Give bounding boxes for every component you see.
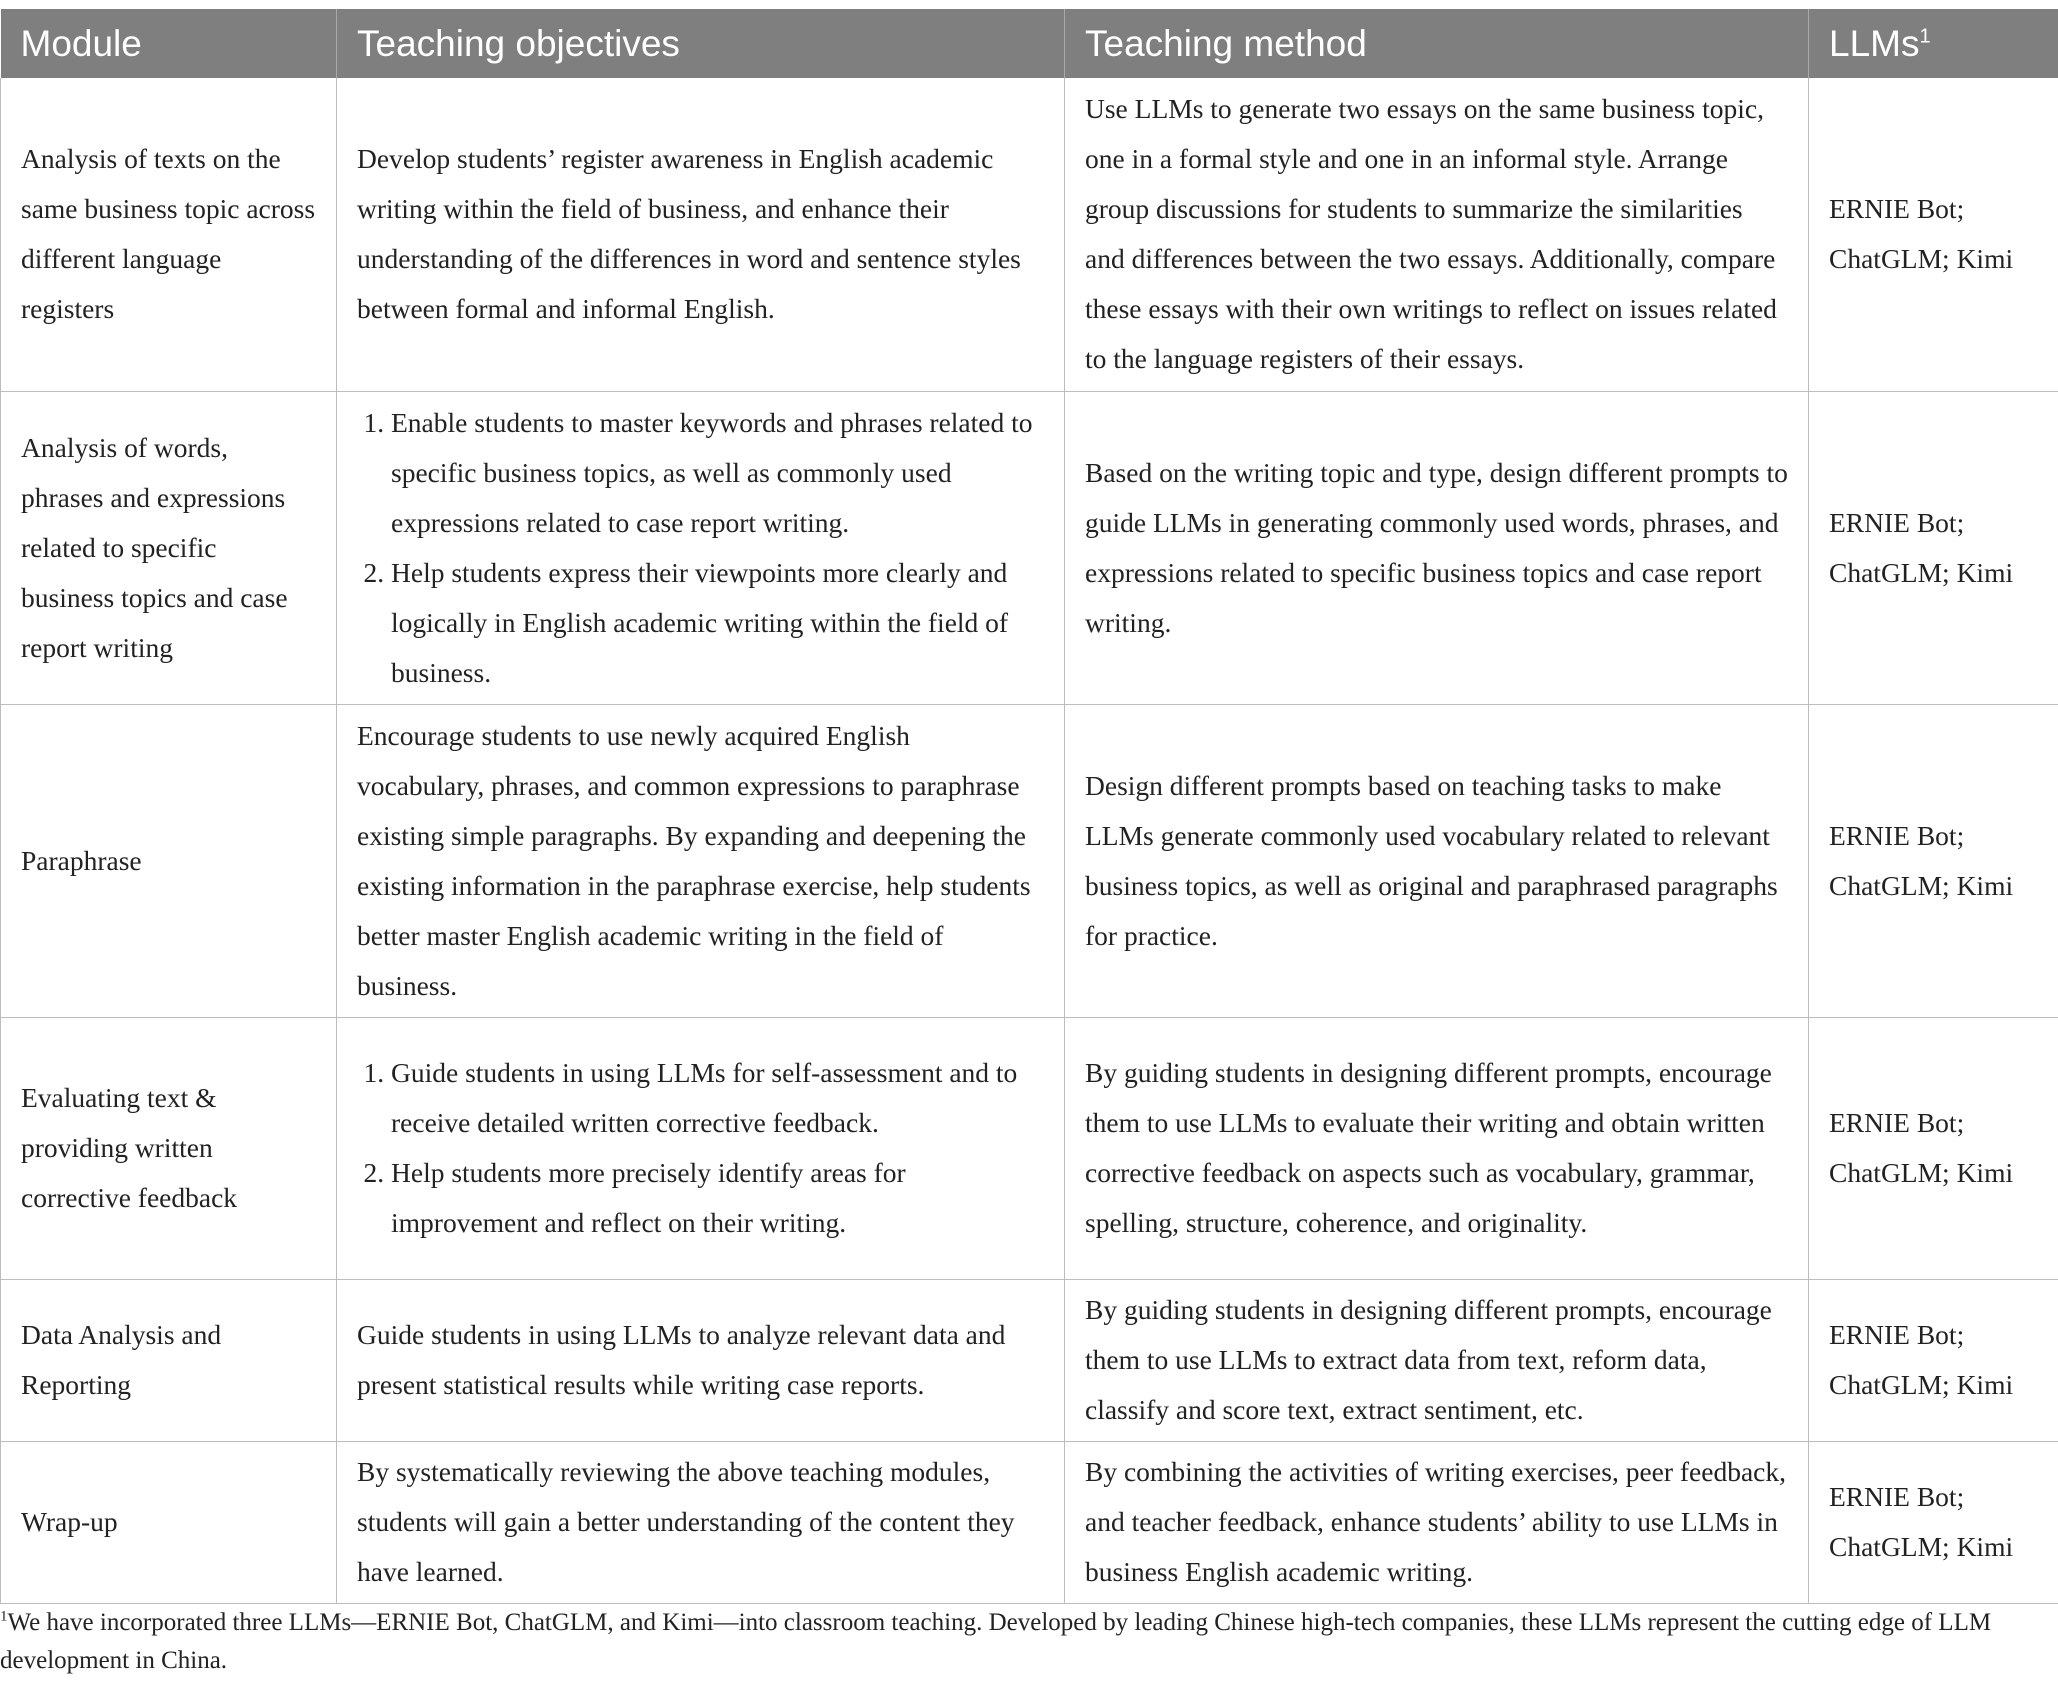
footnote-text: We have incorporated three LLMs—ERNIE Bot, ChatGLM, and Kimi—into classroom teaching. Developed by leading Chinese high-tech companies, these LLMs represent the cutting edge of LLM development in China. bbox=[0, 1609, 1992, 1674]
header-module: Module bbox=[1, 9, 337, 78]
header-llms bbox=[1809, 9, 2058, 78]
cell-method: Based on the writing topic and type, design different prompts to guide LLMs in generating commonly used words, phrases, and expressions related to specific business topics and case report writing. bbox=[1065, 391, 1809, 704]
footnote-marker: 1 bbox=[0, 1608, 8, 1625]
cell-method: Design different prompts based on teaching tasks to make LLMs generate commonly used vocabulary related to relevant business topics, as well as original and paraphrased paragraphs for practice. bbox=[1065, 704, 1809, 1017]
cell-method: By combining the activities of writing exercises, peer feedback, and teacher feedback, enhance students’ ability to use LLMs in business English academic writing. bbox=[1065, 1441, 1809, 1603]
cell-method: By guiding students in designing different prompts, encourage them to use LLMs to extract data from text, reform data, classify and score text, extract sentiment, etc. bbox=[1065, 1279, 1809, 1441]
cell-objectives: By systematically reviewing the above teaching modules, students will gain a better understanding of the content they have learned. bbox=[337, 1441, 1065, 1603]
header-objectives: Teaching objectives bbox=[337, 9, 1065, 78]
table-row bbox=[1, 1017, 2058, 1279]
cell-objectives: Guide students in using LLMs to analyze relevant data and present statistical results while writing case reports. bbox=[337, 1279, 1065, 1441]
objectives-list bbox=[357, 398, 1044, 698]
cell-llms: ERNIE Bot; ChatGLM; Kimi bbox=[1809, 1441, 2058, 1603]
table-row bbox=[1, 704, 2058, 1017]
objective-item: 2. Help students express their viewpoints more clearly and logically in English academic writing within the field of business. bbox=[391, 548, 1044, 698]
header-row bbox=[1, 9, 2058, 78]
cell-llms: ERNIE Bot; ChatGLM; Kimi bbox=[1809, 1279, 2058, 1441]
header-method: Teaching method bbox=[1065, 9, 1809, 78]
table-row bbox=[1, 391, 2058, 704]
cell-module: Evaluating text & providing written corrective feedback bbox=[1, 1017, 337, 1279]
table-footnote bbox=[0, 1604, 2050, 1680]
objectives-list bbox=[357, 1048, 1044, 1248]
cell-objectives bbox=[337, 1017, 1065, 1279]
cell-llms: ERNIE Bot; ChatGLM; Kimi bbox=[1809, 78, 2058, 391]
cell-module: Analysis of words, phrases and expressions related to specific business topics and case report writing bbox=[1, 391, 337, 704]
cell-objectives bbox=[337, 391, 1065, 704]
cell-method: By guiding students in designing different prompts, encourage them to use LLMs to evaluate their writing and obtain written corrective feedback on aspects such as vocabulary, grammar, spelling, structure, coherence, and originality. bbox=[1065, 1017, 1809, 1279]
cell-llms: ERNIE Bot; ChatGLM; Kimi bbox=[1809, 1017, 2058, 1279]
table-row bbox=[1, 1441, 2058, 1603]
cell-llms: ERNIE Bot; ChatGLM; Kimi bbox=[1809, 391, 2058, 704]
header-llms-label: LLMs bbox=[1829, 22, 1920, 64]
cell-llms: ERNIE Bot; ChatGLM; Kimi bbox=[1809, 704, 2058, 1017]
table-row bbox=[1, 78, 2058, 391]
objective-item: 1. Guide students in using LLMs for self-assessment and to receive detailed written corrective feedback. bbox=[391, 1048, 1044, 1148]
modules-table bbox=[0, 9, 2058, 1604]
cell-objectives: Encourage students to use newly acquired English vocabulary, phrases, and common expressions to paraphrase existing simple paragraphs. By expanding and deepening the existing information in the paraphrase exercise, help students better master English academic writing in the field of business. bbox=[337, 704, 1065, 1017]
cell-module: Paraphrase bbox=[1, 704, 337, 1017]
cell-module: Analysis of texts on the same business topic across different language registers bbox=[1, 78, 337, 391]
cell-method: Use LLMs to generate two essays on the same business topic, one in a formal style and one in an informal style. Arrange group discussions for students to summarize the similarities and differences between the two essays. Additionally, compare these essays with their own writings to reflect on issues related to the language registers of their essays. bbox=[1065, 78, 1809, 391]
objective-item: 1. Enable students to master keywords and phrases related to specific business topics, as well as commonly used expressions related to case report writing. bbox=[391, 398, 1044, 548]
objective-item: 2. Help students more precisely identify areas for improvement and reflect on their writing. bbox=[391, 1148, 1044, 1248]
cell-module: Data Analysis and Reporting bbox=[1, 1279, 337, 1441]
cell-objectives: Develop students’ register awareness in English academic writing within the field of business, and enhance their understanding of the differences in word and sentence styles between formal and informal English. bbox=[337, 78, 1065, 391]
table-row bbox=[1, 1279, 2058, 1441]
footnote-marker: 1 bbox=[1919, 25, 1931, 48]
cell-module: Wrap-up bbox=[1, 1441, 337, 1603]
